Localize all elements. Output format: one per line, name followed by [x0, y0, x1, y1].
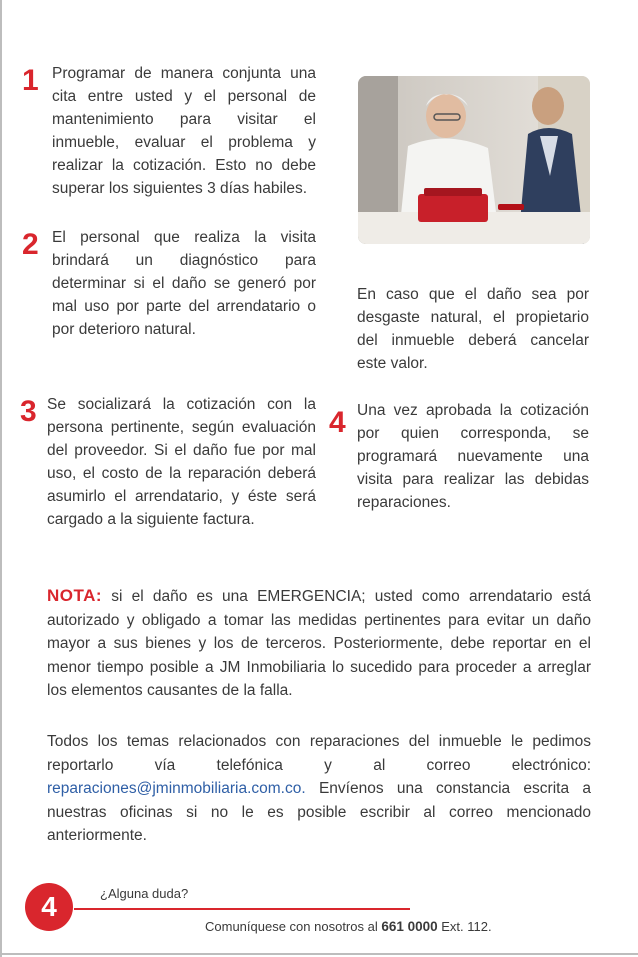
repairs-email-link[interactable]: reparaciones@jminmobiliaria.com.co. — [47, 780, 306, 797]
note-label: NOTA: — [47, 586, 103, 605]
step-4-number: 4 — [329, 406, 346, 439]
step-2-number: 2 — [22, 228, 39, 261]
emergency-note — [47, 584, 591, 703]
footer-phone[interactable]: 661 0000 — [381, 919, 438, 934]
footer-divider — [74, 908, 410, 910]
note-text: si el daño es una EMERGENCIA; usted como arrendatario está autorizado y obligado a tomar las medidas pertinentes para evitar un daño mayor a sus bienes y los de terceros. Posteriormente, debe reportar en el menor tiempo posible a JM Inmobiliaria lo sucedido para proceder a arreglar los elementos causantes de la falla. — [47, 588, 591, 699]
footer-prefix: Comuníquese con nosotros al — [205, 919, 382, 934]
contact-paragraph — [47, 730, 591, 848]
natural-wear-text: En caso que el daño sea por desgaste natural, el propietario del inmueble deberá cancelar este valor. — [357, 286, 589, 372]
step-3-text: Se socializará la cotización con la persona pertinente, según evaluación del proveedor. Si el daño fue por mal uso, el costo de la reparación deberá asumirlo el arrendatario, y éste será cargado a la siguiente factura. — [47, 396, 316, 528]
step-3-number: 3 — [20, 395, 37, 428]
maintenance-illustration — [358, 76, 590, 244]
step-1-text: Programar de manera conjunta una cita entre usted y el personal de mantenimiento para visitar el inmueble, evaluar el problema y realizar la cotización. Esto no debe superar los siguientes 3 días habiles. — [52, 65, 316, 197]
step-2-text: El personal que realiza la visita brindará un diagnóstico para determinar si el daño se generó por mal uso por parte del arrendatario o por deterioro natural. — [52, 229, 316, 338]
maintenance-photo — [358, 76, 590, 244]
step-4-text: Una vez aprobada la cotización por quien corresponda, se programará nuevamente una visita para realizar las debidas reparaciones. — [357, 402, 589, 511]
page-bottom-border — [0, 953, 638, 955]
footer-ext: Ext. 112. — [437, 919, 492, 934]
contact-text-before: Todos los temas relacionados con reparaciones del inmueble le pedimos reportarlo vía telefónica y al correo electrónico: — [47, 733, 591, 774]
contact-text-after: Envíenos una constancia escrita a nuestras oficinas si no le es posible escribir al correo mencionado anteriormente. — [47, 780, 591, 844]
question-label: ¿Alguna duda? — [100, 886, 189, 901]
page-left-border — [0, 0, 2, 957]
footer-contact — [205, 919, 492, 934]
page-number-badge: 4 — [25, 883, 73, 931]
step-1-number: 1 — [22, 64, 39, 97]
